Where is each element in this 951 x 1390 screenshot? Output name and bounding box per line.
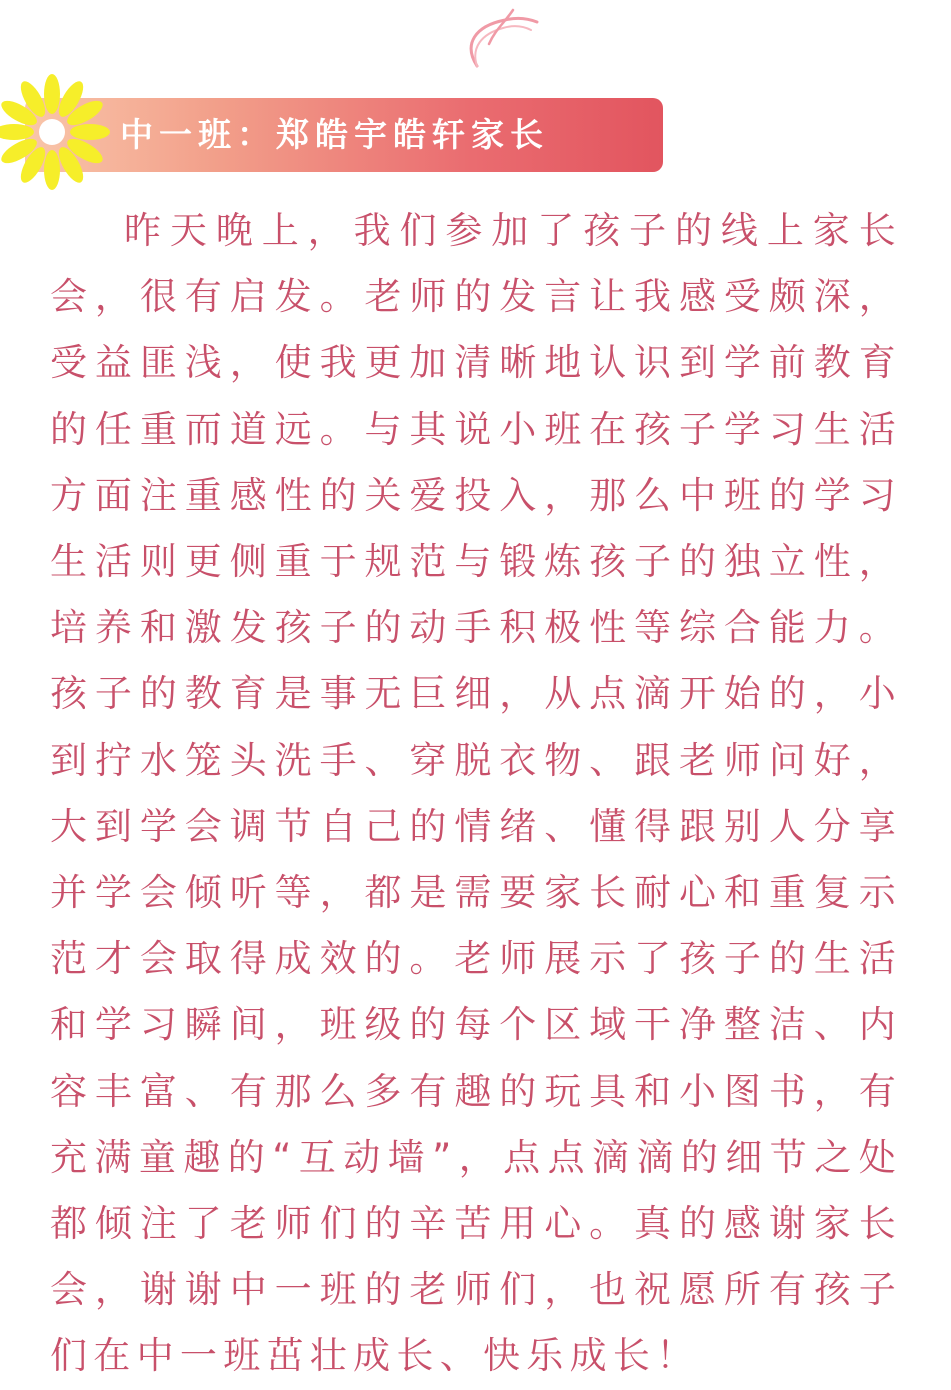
article-paragraph: 昨天晚上，我们参加了孩子的线上家长会，很有启发。老师的发言让我感受颇深，受益匪浅，使我更加清晰地认识到学前教育的任重而道远。与其说小班在孩子学习生活方面注重感性的关爱投入，那么中班的学习生活则更侧重于规范与锻炼孩子的独立性，培养和激发孩子的动手积极性等综合能力。孩子的教育是事无巨细，从点滴开始的，小到拧水笼头洗手、穿脱衣物、跟老师问好，大到学会调节自己的情绪、懂得跟别人分享并学会倾听等，都是需要家长耐心和重复示范才会取得成效的。老师展示了孩子的生活和学习瞬间，班级的每个区域干净整洁、内容丰富、有那么多有趣的玩具和小图书，有充满童趣的“互动墙”，点点滴滴的细节之处都倾注了老师们的辛苦用心。真的感谢家长会，谢谢中一班的老师们，也祝愿所有孩子们在中一班茁壮成长、快乐成长！: [50, 209, 902, 1378]
page-title: 中一班：郑皓宇皓轩家长: [120, 115, 549, 154]
article-body: [50, 198, 902, 1390]
pink-swirl-icon: [455, 4, 545, 70]
sunflower-burst-icon: [0, 70, 110, 194]
